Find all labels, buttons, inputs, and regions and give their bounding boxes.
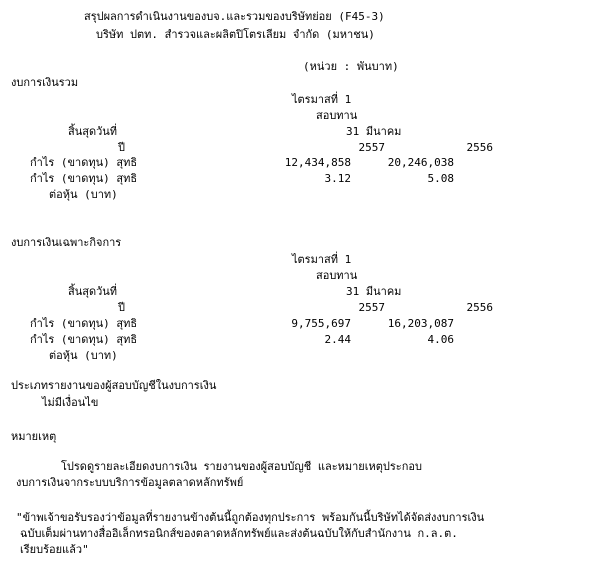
period-end-label: สิ้นสุดวันที่	[68, 285, 118, 298]
net-profit-label: กำไร (ขาดทุน) สุทธิ	[30, 317, 138, 330]
per-share-label: ต่อหุ้น (บาท)	[49, 188, 118, 201]
section-title-consolidated: งบการเงินรวม	[11, 76, 79, 89]
company-name: บริษัท ปตท. สำรวจและผลิตปิโตรเลียม จำกัด (มหาชน)	[96, 28, 375, 41]
auditor-report-title: ประเภทรายงานของผู้สอบบัญชีในงบการเงิน	[11, 379, 217, 392]
section-title-separate: งบการเงินเฉพาะกิจการ	[11, 236, 122, 249]
eps-label: กำไร (ขาดทุน) สุทธิ	[30, 333, 138, 346]
report-title: สรุปผลการดำเนินงานของบจ.และรวมของบริษัทย่อย (F45-3)	[84, 10, 385, 23]
eps-previous: 4.06	[427, 333, 454, 346]
remarks-line-1: โปรดดูรายละเอียดงบการเงิน รายงานของผู้สอบบัญชี และหมายเหตุประกอบ	[61, 460, 422, 473]
per-share-label: ต่อหุ้น (บาท)	[49, 349, 118, 362]
period-end-label: สิ้นสุดวันที่	[68, 125, 118, 138]
certification-line-3: เรียบร้อยแล้ว"	[20, 543, 89, 556]
net-profit-current: 9,755,697	[291, 317, 351, 330]
quarter-label: ไตรมาสที่ 1	[292, 253, 352, 266]
year-previous: 2556	[466, 301, 493, 314]
eps-current: 2.44	[324, 333, 351, 346]
quarter-label: ไตรมาสที่ 1	[292, 93, 352, 106]
net-profit-previous: 20,246,038	[387, 156, 454, 169]
period-end-value: 31 มีนาคม	[346, 285, 402, 298]
year-label: ปี	[118, 141, 125, 154]
eps-previous: 5.08	[427, 172, 454, 185]
year-current: 2557	[358, 141, 385, 154]
remarks-title: หมายเหตุ	[11, 430, 57, 443]
eps-current: 3.12	[324, 172, 351, 185]
year-label: ปี	[118, 301, 125, 314]
reviewed-label: สอบทาน	[316, 109, 358, 122]
certification-line-2: ฉบับเต็มผ่านทางสื่ออิเล็กทรอนิกส์ของตลาดหลักทรัพย์และส่งต้นฉบับให้กับสำนักงาน ก.ล.ต.	[20, 527, 458, 540]
year-previous: 2556	[466, 141, 493, 154]
eps-label: กำไร (ขาดทุน) สุทธิ	[30, 172, 138, 185]
auditor-report-value: ไม่มีเงื่อนไข	[42, 396, 99, 409]
certification-line-1: "ข้าพเจ้าขอรับรองว่าข้อมูลที่รายงานข้างต้นนี้ถูกต้องทุกประการ พร้อมกันนี้บริษัทได้จัดส่งงบการเงิน	[16, 511, 485, 524]
net-profit-previous: 16,203,087	[387, 317, 454, 330]
unit-label: (หน่วย : พันบาท)	[303, 60, 399, 73]
year-current: 2557	[358, 301, 385, 314]
net-profit-current: 12,434,858	[284, 156, 351, 169]
reviewed-label: สอบทาน	[316, 269, 358, 282]
remarks-line-2: งบการเงินจากระบบบริการข้อมูลตลาดหลักทรัพย์	[16, 476, 244, 489]
period-end-value: 31 มีนาคม	[346, 125, 402, 138]
net-profit-label: กำไร (ขาดทุน) สุทธิ	[30, 156, 138, 169]
